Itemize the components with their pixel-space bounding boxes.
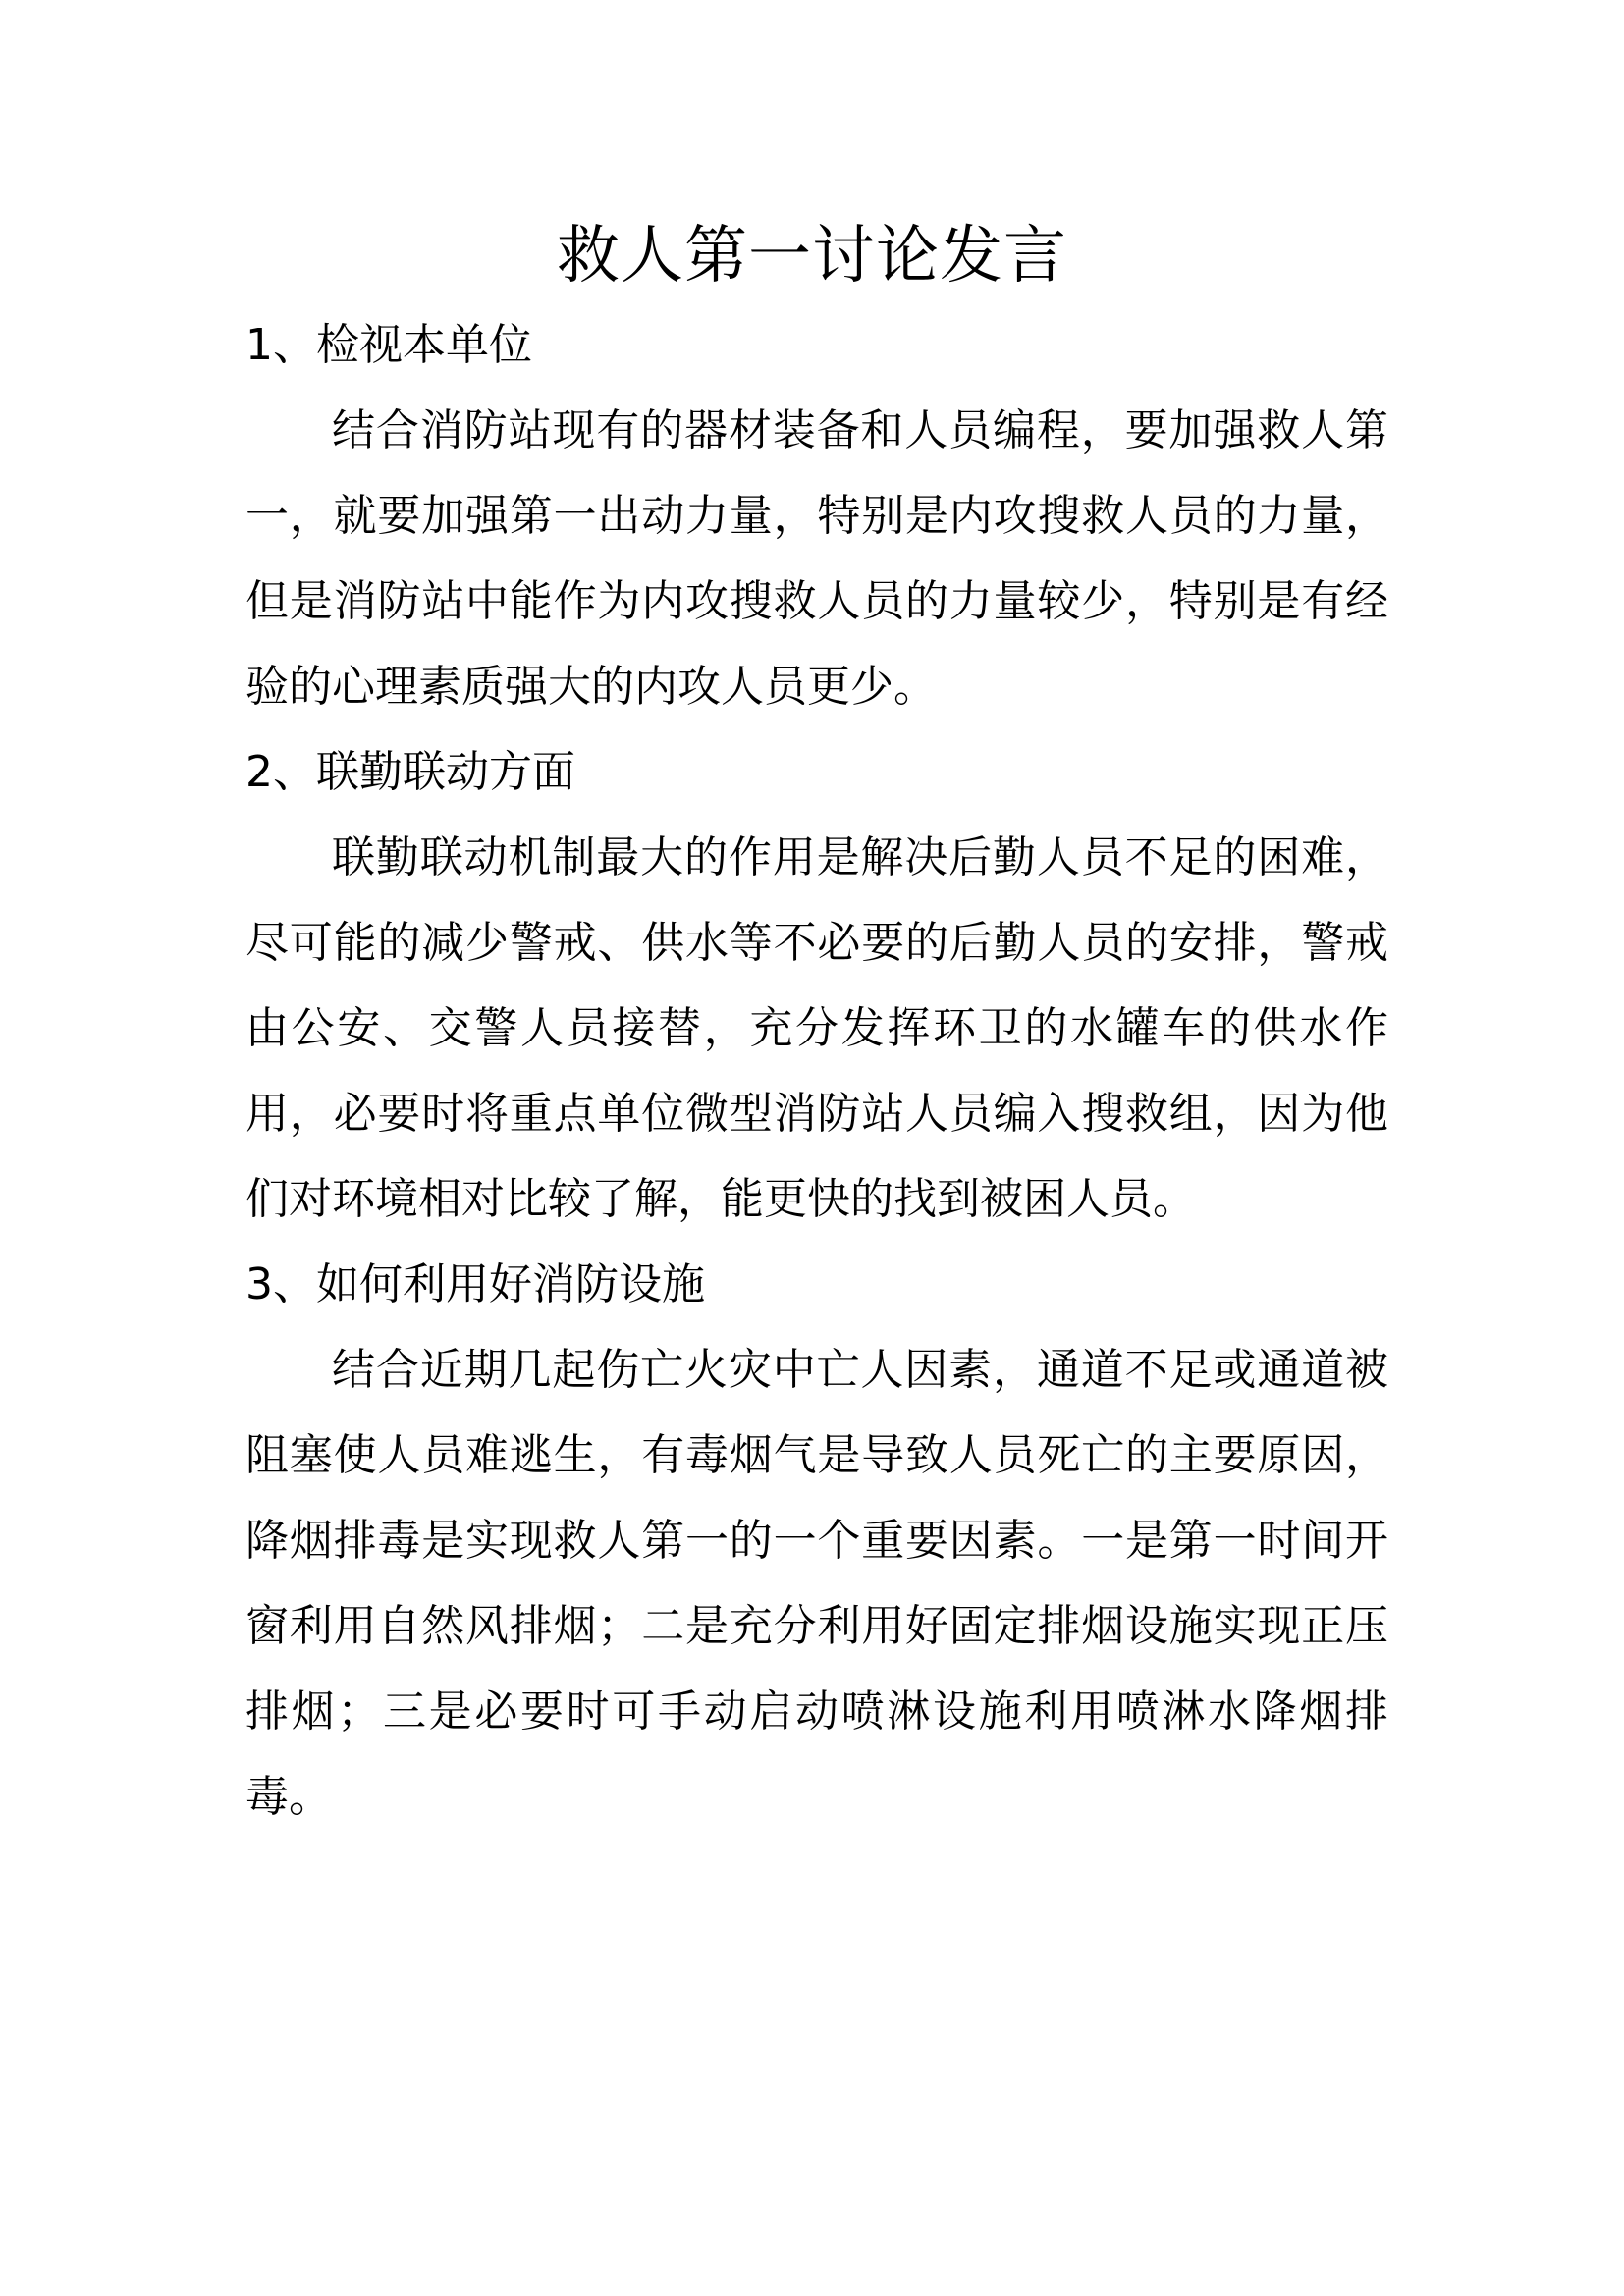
section-heading: 3、如何利用好消防设施 [245,1259,705,1309]
section-joint-service [245,729,1388,1242]
section-inspection [245,302,1388,729]
document-title: 救人第一讨论发言 [557,220,1067,293]
section-heading: 1、检视本单位 [245,320,532,370]
document-body [245,302,1388,1840]
section-heading: 2、联勤联动方面 [245,747,575,797]
section-paragraph: 结合消防站现有的器材装备和人员编程，要加强救人第一，就要加强第一出动力量，特别是内攻搜救人员的力量，但是消防站中能作为内攻搜救人员的力量较少，特别是有经验的心理素质强大的内攻人员更少。 [245,405,1388,712]
section-fire-facilities [245,1242,1388,1840]
section-paragraph: 结合近期几起伤亡火灾中亡人因素，通道不足或通道被阻塞使人员难逃生，有毒烟气是导致人员死亡的主要原因，降烟排毒是实现救人第一的一个重要因素。一是第一时间开窗利用自然风排烟；二是充分利用好固定排烟设施实现正压排烟；三是必要时可手动启动喷淋设施利用喷淋水降烟排毒。 [245,1345,1388,1822]
section-paragraph: 联勤联动机制最大的作用是解决后勤人员不足的困难，尽可能的减少警戒、供水等不必要的后勤人员的安排，警戒由公安、交警人员接替，充分发挥环卫的水罐车的供水作用，必要时将重点单位微型消防站人员编入搜救组，因为他们对环境相对比较了解，能更快的找到被困人员。 [245,832,1388,1224]
